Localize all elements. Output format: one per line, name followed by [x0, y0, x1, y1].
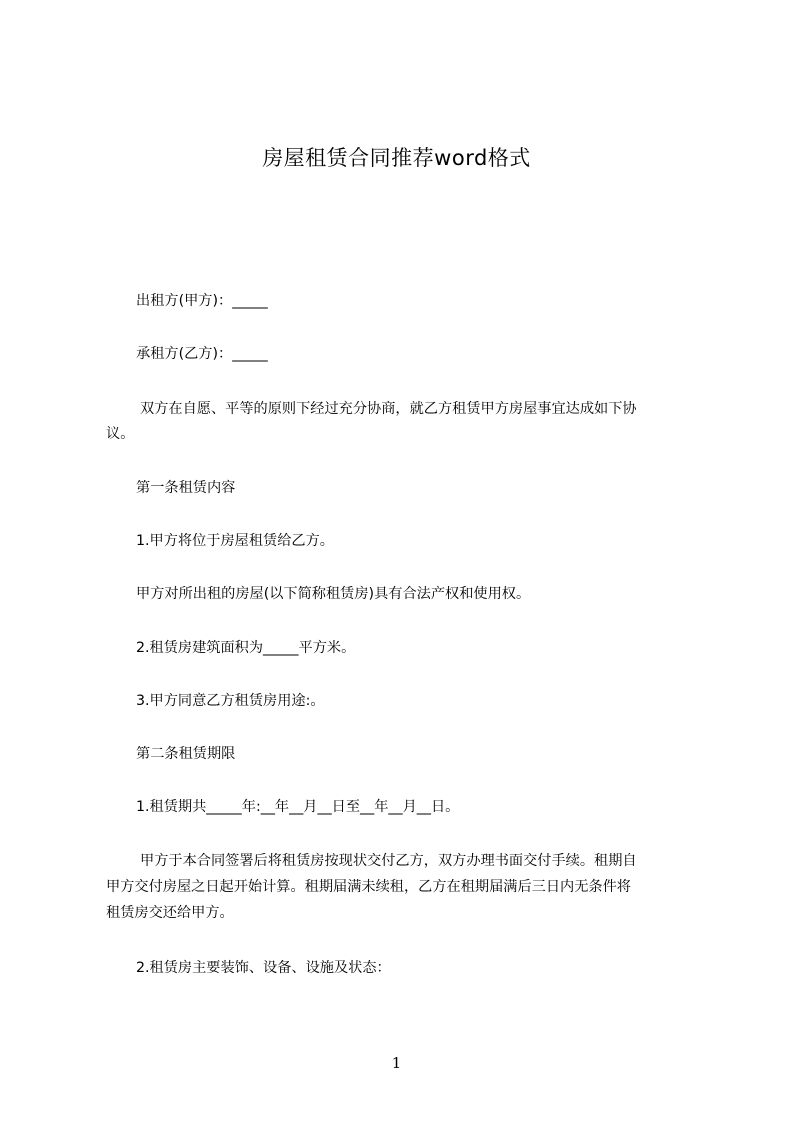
article-2-paragraph-line-3: 租赁房交还给甲方。 [106, 905, 234, 921]
lessee-line: 承租方(乙方)：_____ [136, 346, 268, 362]
intro-paragraph-line-1: 双方在自愿、平等的原则下经过充分协商，就乙方租赁甲方房屋事宜达成如下协 [140, 401, 637, 417]
lessor-line: 出租方(甲方)：_____ [136, 293, 268, 309]
article-2-paragraph-line-2: 甲方交付房屋之日起开始计算。租期届满未续租，乙方在租期届满后三日内无条件将 [106, 879, 631, 895]
article-1-item-2: 2.租赁房建筑面积为_____平方米。 [136, 640, 356, 656]
article-1-item-1: 1.甲方将位于房屋租赁给乙方。 [136, 533, 334, 549]
intro-paragraph-line-2: 议。 [106, 426, 135, 442]
page-number: 1 [391, 1054, 402, 1072]
article-1-item-3: 3.甲方同意乙方租赁房用途:。 [136, 693, 325, 709]
article-1-heading: 第一条租赁内容 [136, 480, 236, 496]
document-title: 房屋租赁合同推荐word格式 [262, 146, 531, 170]
article-2-paragraph-line-1: 甲方于本合同签署后将租赁房按现状交付乙方，双方办理书面交付手续。租期自 [140, 853, 637, 869]
article-2-item-1: 1.租赁期共_____年:__年__月__日至__年__月__日。 [136, 799, 460, 815]
article-2-heading: 第二条租赁期限 [136, 746, 236, 762]
article-2-item-2: 2.租赁房主要装饰、设备、设施及状态： [136, 960, 391, 976]
article-1-note: 甲方对所出租的房屋(以下简称租赁房)具有合法产权和使用权。 [136, 586, 531, 602]
